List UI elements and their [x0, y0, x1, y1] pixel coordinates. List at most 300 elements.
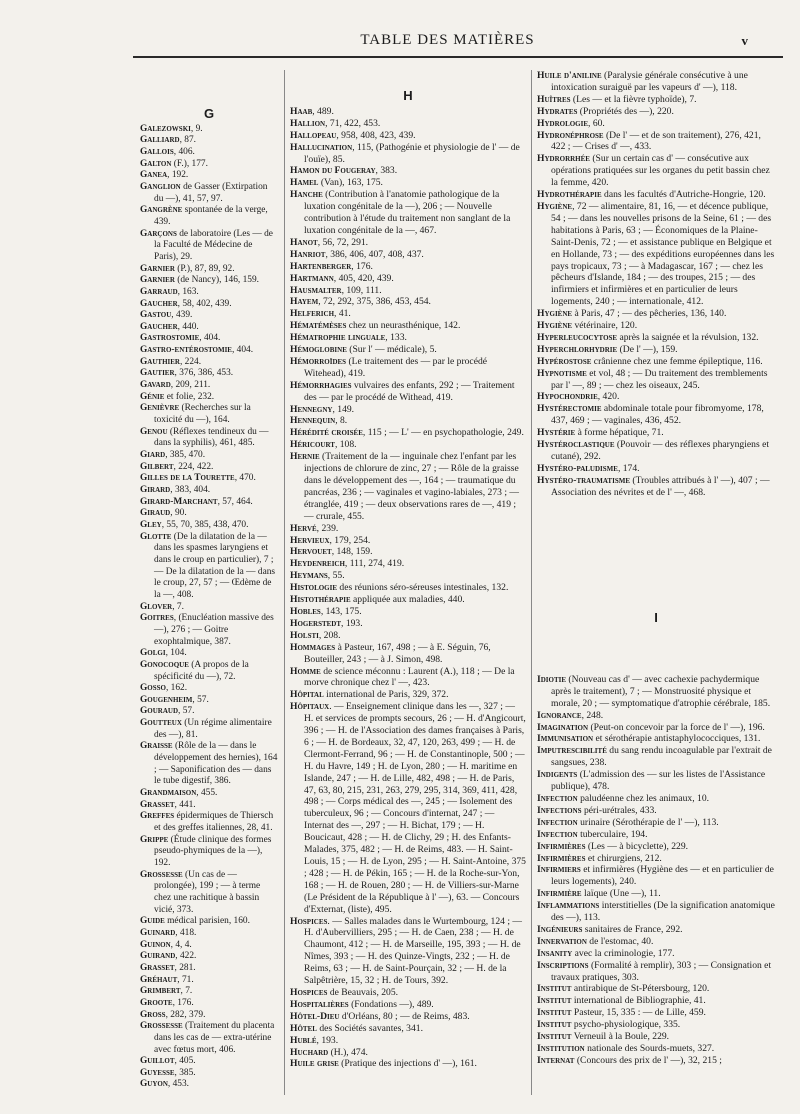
entry-heading: Garçons	[140, 228, 177, 239]
index-entry	[290, 642, 526, 666]
entry-heading: Guyesse	[140, 1067, 175, 1078]
entry-heading: Gaucher	[140, 321, 178, 332]
index-entry	[537, 201, 775, 308]
index-entry	[537, 805, 775, 817]
entry-heading: Hyperleucocytose	[537, 331, 618, 343]
index-entry	[290, 261, 526, 273]
index-entry	[290, 451, 526, 522]
entry-references: , 404.	[199, 333, 221, 344]
index-entry	[290, 630, 526, 642]
entry-heading: Hanot	[290, 236, 318, 248]
entry-heading: Gangrène	[140, 205, 183, 216]
entry-references: , 440.	[177, 321, 199, 332]
entry-references: de Gasser (Extirpation du —), 41, 57, 97.	[154, 181, 268, 204]
index-entry	[537, 817, 775, 829]
entry-references: , 405.	[174, 1056, 196, 1067]
index-entry	[140, 345, 278, 357]
entry-references: , 192.	[167, 170, 189, 181]
index-entry	[537, 995, 775, 1007]
entry-references: , 406.	[173, 146, 195, 157]
entry-heading: Hallion	[290, 117, 326, 129]
entry-heading: Immunisation	[537, 733, 594, 745]
entry-heading: Heydenreich	[290, 558, 345, 570]
entry-heading: Huile d'aniline	[537, 70, 602, 81]
entry-heading: Gastou	[140, 310, 172, 321]
entry-references: , 958, 408, 423, 439.	[336, 129, 416, 141]
entry-heading: Hamon du Fougeray	[290, 165, 376, 177]
entry-heading: Garraud	[140, 286, 178, 297]
entry-references: (Recherches sur la toxicité du —), 164.	[154, 403, 251, 426]
entry-heading: Hervieux	[290, 534, 330, 546]
entry-heading: Hamel	[290, 177, 319, 189]
index-entry	[537, 793, 775, 805]
index-entry	[290, 606, 526, 618]
index-entry	[140, 532, 278, 602]
index-entry	[140, 1068, 278, 1080]
entry-heading: Insanity	[537, 947, 573, 959]
entry-heading: Gonocoque	[140, 659, 189, 670]
entry-references: interstitielles (De la signification anatomique des —), 113.	[551, 900, 775, 924]
entry-references: dans les facultés d'Autriche-Hongrie, 120.	[601, 189, 766, 201]
index-entry	[290, 546, 526, 558]
entry-heading: Gosso	[140, 683, 166, 694]
index-entry	[290, 1011, 526, 1023]
entry-heading: Grasset	[140, 962, 175, 973]
entry-references: , 422.	[175, 951, 197, 962]
entry-heading: Hydrologie	[537, 117, 589, 129]
index-entry	[290, 535, 526, 547]
entry-heading: Huchard	[290, 1046, 329, 1058]
entry-references: , 55.	[327, 570, 345, 582]
entry-references: , 383.	[375, 165, 398, 177]
index-entry	[140, 427, 278, 450]
entry-references: , 71, 422, 453.	[325, 117, 381, 129]
entry-heading: Innervation	[537, 935, 587, 947]
index-entry	[537, 356, 775, 368]
entry-heading: Hôtel	[290, 1022, 317, 1034]
entry-heading: Ingénieurs	[537, 923, 583, 935]
index-entry	[140, 695, 278, 707]
entry-references: , 7.	[172, 601, 184, 612]
entry-references: (Le traitement des — par le procédé Witehead), 419.	[304, 355, 488, 379]
entry-heading: Hydronéphrose	[537, 129, 604, 141]
entry-heading: Huile grise	[290, 1058, 339, 1070]
index-entry	[290, 570, 526, 582]
entry-heading: Hémorrhagies	[290, 379, 352, 391]
entry-heading: Hémoglobine	[290, 344, 347, 356]
section-letter: H	[403, 88, 413, 103]
index-entry	[140, 613, 278, 648]
index-entry	[140, 998, 278, 1010]
entry-heading: Hommages	[290, 641, 336, 653]
entry-references: des Sociétés savantes, 341.	[316, 1022, 423, 1034]
entry-references: , 72, 292, 375, 386, 453, 454.	[318, 296, 431, 308]
entry-references: des réunions séro-séreuses intestinales, 132.	[337, 582, 509, 594]
entry-heading: Hennequin	[290, 415, 336, 427]
index-entry	[290, 666, 526, 690]
index-entry	[140, 975, 278, 987]
index-entry	[537, 118, 775, 130]
page-title: TABLE DES MATIÈRES	[360, 32, 535, 48]
index-entry	[537, 320, 775, 332]
entry-references: , 71.	[177, 974, 194, 985]
index-entry	[537, 332, 775, 344]
index-entry	[140, 170, 278, 182]
entry-references: (L'admission des — sur les listes de l'Assistance publique), 478.	[551, 769, 766, 793]
entry-references: , 8.	[335, 415, 348, 427]
entry-heading: Hogerstedt	[290, 617, 342, 629]
entry-references: , 489.	[312, 105, 334, 117]
entry-references: (de Nancy), 146, 159.	[174, 275, 259, 286]
entry-references: de Beauvais, 205.	[327, 986, 399, 998]
entry-references: , 87.	[179, 135, 196, 146]
entry-references: , 404.	[231, 345, 254, 356]
entry-references: (Un régime alimentaire des —), 81.	[154, 718, 272, 740]
entry-references: (Nouveau cas d' — avec cachexie pachydermique après le traitement), 7 ; — Monstruosité physique et morale, 20 ; — symptomatique d'atrophie cérébrale, 185.	[551, 673, 771, 709]
index-entry	[537, 1007, 775, 1019]
index-entry	[140, 485, 278, 497]
entry-list	[290, 106, 526, 1070]
entry-references: Pasteur, 15, 335 : — de Lille, 459.	[571, 1007, 706, 1019]
entry-heading: Gilbert	[140, 461, 174, 472]
index-entry	[537, 841, 775, 853]
index-entry	[537, 427, 775, 439]
index-entry	[140, 800, 278, 812]
entry-references: , 174.	[617, 462, 640, 474]
entry-references: (F.), 177.	[171, 158, 208, 169]
index-entry	[537, 948, 775, 960]
index-entry	[290, 558, 526, 570]
entry-heading: Institut	[537, 1007, 572, 1019]
index-entry	[537, 106, 775, 118]
entry-references: , 224.	[179, 356, 202, 367]
header-rule	[133, 56, 783, 58]
entry-references: . — Enseignement clinique dans les —, 327 ; — H. et services de prompts secours, 26 ; — H. d'Angicourt, 396 ; — H. de l'Association des dames françaises à Paris, 6 ; — H. de Bordeaux, 32, 47, 120, 263, 499 ; — H. de Clermont-Ferrand, 96 ; — H. de Constantinople, 500 ; — H. du Havre, 149 ; H. de Lyon, 280 ; — H. maritime en Islande, 247 ; — H. de Lille, 482, 498 ; — H. de Paris, 47, 63, 80, 215, 231, 263, 279, 295, 314, 369, 411, 428, 498 ; — Corps médical des —, 245 ; — Isolement des tuberculeux, 96 ; — Concours d'internat, 247 ; — Internat des —, 297 ; — H. Bichat, 179 ; — H. Boucicaut, 428 ; — H. de Clichy, 29 ; H. des Enfants-Malades, 375, 482 ; — H. de Reims, 483. — H. Saint-Louis, 15 ; — H. de Lyon, 295 ; — H. Saint-Antoine, 375 ; 428 ; — H. de Pékin, 165 ; — H. de la Roche-sur-Yon, 168 ; — H. de Rouen, 280 ; — H. de Villiers-sur-Marne (Le Président de la République à l' —), 63. — Concours d'Externat, (liste), 495.	[304, 701, 526, 915]
entry-references: , 193.	[316, 1034, 339, 1046]
entry-heading: Gavard	[140, 380, 171, 391]
entry-references: à forme hépatique, 71.	[575, 427, 664, 439]
entry-references: , 239.	[316, 522, 339, 534]
entry-references: international de Paris, 329, 372.	[323, 689, 449, 701]
index-entry	[290, 320, 526, 332]
index-entry	[537, 475, 775, 499]
entry-references: , 179, 254.	[329, 534, 371, 546]
entry-heading: Hyperchlorhydrie	[537, 343, 618, 355]
entry-heading: Girard-Marchant	[140, 496, 218, 507]
entry-references: , 162.	[165, 683, 188, 694]
entry-references: d'Orléans, 80 ; — de Reims, 483.	[339, 1010, 470, 1022]
entry-heading: Hôpital	[290, 689, 324, 701]
entry-references: , 441.	[174, 799, 196, 810]
index-entry	[290, 1035, 526, 1047]
entry-references: laïque (Une —), 11.	[581, 888, 661, 900]
entry-heading: Hublé	[290, 1034, 317, 1046]
index-entry	[140, 392, 278, 404]
entry-heading: Hématémèses	[290, 320, 347, 332]
entry-heading: Heymans	[290, 570, 328, 582]
page-number: v	[741, 33, 748, 48]
index-entry	[140, 835, 278, 870]
index-entry	[290, 344, 526, 356]
entry-references: antirabique de St-Pétersbourg, 120.	[571, 983, 710, 995]
index-entry	[140, 660, 278, 683]
index-entry	[140, 1079, 278, 1091]
entry-references: urinaire (Sérothérapie de l' —), 113.	[577, 816, 719, 828]
entry-references: , 176.	[172, 997, 194, 1008]
entry-references: , 60.	[588, 117, 605, 129]
index-entry	[537, 924, 775, 936]
entry-references: , 383, 404.	[170, 485, 211, 495]
entry-references: , 57, 464.	[217, 496, 253, 507]
entry-references: , 7.	[180, 986, 193, 997]
entry-heading: Holsti	[290, 629, 319, 641]
entry-references: , 208.	[318, 629, 341, 641]
entry-heading: Institut	[537, 983, 572, 995]
entry-heading: Hématrophie linguale	[290, 332, 386, 344]
entry-heading: Hennegny	[290, 403, 333, 415]
index-entry	[537, 733, 775, 745]
index-entry	[140, 788, 278, 800]
entry-heading: Graisse	[140, 741, 173, 752]
entry-references: , 224, 422.	[173, 461, 214, 472]
index-entry	[537, 900, 775, 924]
index-entry	[290, 582, 526, 594]
entry-references: , 104.	[165, 648, 187, 659]
entry-heading: Gougenheim	[140, 694, 193, 705]
index-entry	[290, 618, 526, 630]
entry-references: sanitaires de France, 292.	[582, 923, 683, 935]
entry-references: chez un neurasthénique, 142.	[346, 320, 461, 332]
entry-heading: Infirmiers	[537, 864, 581, 876]
entry-heading: Hystéro-paludisme	[537, 462, 618, 474]
entry-heading: Hospitalières	[290, 998, 349, 1010]
column-divider	[531, 70, 532, 1095]
index-entry	[290, 296, 526, 308]
entry-references: paludéenne chez les animaux, 10.	[577, 792, 710, 804]
entry-references: , 420.	[597, 391, 620, 403]
index-entry	[537, 1031, 775, 1043]
index-entry	[140, 648, 278, 660]
entry-heading: Golgi	[140, 648, 166, 659]
entry-references: , 385.	[174, 1067, 196, 1078]
entry-heading: Hausmalter	[290, 284, 342, 296]
entry-references: (De la dilatation de la — dans les spasmes laryngiens et dans le croup en particulier), 7 ; — De la dilatation de la — dans le croup, 27, 57 ; — Œdème de la —, 408.	[154, 531, 276, 600]
entry-heading: Goitres	[140, 613, 174, 624]
entry-references: du sang rendu incoagulable par l'extrait de sangsues, 238.	[551, 745, 772, 769]
entry-heading: Hospices	[290, 915, 328, 927]
entry-heading: Giard	[140, 450, 166, 461]
entry-references: (Paralysie générale consécutive à une intoxication suraiguë par les vapeurs d' —), 118.	[551, 70, 748, 93]
index-entry	[290, 130, 526, 142]
entry-references: (De l' — et de son traitement), 276, 421, 422 ; — Crises d' —, 433.	[551, 129, 761, 153]
entry-heading: Imputrescibilité	[537, 745, 607, 757]
index-entry	[537, 710, 775, 722]
entry-references: , 281.	[174, 962, 196, 973]
entry-heading: Grimbert	[140, 986, 181, 997]
entry-heading: Helferich	[290, 308, 335, 320]
entry-heading: Hallopeau	[290, 129, 337, 141]
entry-references: , 385, 470.	[165, 450, 206, 461]
index-entry	[140, 333, 278, 345]
entry-references: (Peut-on concevoir par la force de l' —), 196.	[588, 721, 765, 733]
entry-heading: Infection	[537, 816, 578, 828]
index-entry	[140, 368, 278, 380]
entry-references: vulvaires des enfants, 292 ; — Traitement des — par le procédé de Withead, 419.	[304, 379, 515, 403]
entry-heading: Infirmière	[537, 888, 582, 900]
entry-heading: Hôtel-Dieu	[290, 1010, 340, 1022]
index-entry	[537, 403, 775, 427]
entry-references: , 56, 72, 291.	[317, 236, 369, 248]
index-entry	[537, 130, 775, 154]
index-entry	[140, 1056, 278, 1068]
index-entry	[537, 308, 775, 320]
entry-references: , 418.	[175, 927, 197, 938]
entry-references: , 109, 111.	[341, 284, 382, 296]
entry-references: , 209, 211.	[170, 380, 211, 391]
entry-references: , 57.	[192, 694, 209, 705]
index-entry	[537, 1043, 775, 1055]
index-entry	[140, 951, 278, 963]
index-entry	[290, 332, 526, 344]
index-entry	[140, 205, 278, 228]
index-entry	[537, 1055, 775, 1067]
entry-heading: Inflammations	[537, 900, 600, 912]
entry-heading: Gallois	[140, 146, 174, 157]
entry-heading: Hygiène	[537, 308, 573, 320]
entry-heading: Gouraud	[140, 706, 179, 717]
index-entry	[140, 264, 278, 276]
index-entry	[537, 94, 775, 106]
index-entry	[290, 285, 526, 297]
entry-heading: Goutteux	[140, 718, 182, 729]
column-divider	[284, 70, 285, 1095]
entry-references: (Sur un certain cas d' — consécutive aux opérations pratiquées sur les organes du petit bassin chez la femme, 420.	[551, 153, 770, 189]
entry-references: psycho-physiologique, 335.	[571, 1019, 681, 1031]
entry-references: (Contribution à l'anatomie pathologique de la luxation congénitale de la —), 206 ; — Nouvelle contribution à l'étude du traitement non sanglant de la luxation congénitale de la —, 467.	[304, 189, 511, 236]
entry-heading: Hydrorrhée	[537, 153, 590, 165]
entry-references: (H.), 474.	[328, 1046, 368, 1058]
entry-references: et sérothérapie antistaphylococciques, 131.	[593, 733, 761, 745]
index-entry	[140, 147, 278, 159]
index-entry	[290, 916, 526, 987]
index-entry	[537, 368, 775, 392]
index-entry	[290, 415, 526, 427]
entry-heading: Gautier	[140, 368, 175, 379]
index-entry	[140, 602, 278, 614]
index-entry	[290, 308, 526, 320]
index-entry	[290, 177, 526, 189]
entry-heading: Hayem	[290, 296, 319, 308]
entry-heading: Hanche	[290, 189, 323, 201]
entry-references: nationale des Sourds-muets, 327.	[584, 1043, 715, 1054]
entry-heading: Hernie	[290, 451, 320, 463]
index-entry	[537, 189, 775, 201]
entry-references: épidermiques de Thiersch et des greffes italiennes, 28, 41.	[154, 811, 274, 834]
entry-heading: Huîtres	[537, 93, 571, 105]
entry-heading: Girard	[140, 485, 171, 495]
index-entry	[537, 439, 775, 463]
entry-references: de laboratoire (Les — de la Faculté de Médecine de Paris), 29.	[154, 228, 273, 262]
entry-references: (De l' —), 159.	[617, 343, 678, 355]
index-entry	[290, 273, 526, 285]
entry-references: de l'estomac, 40.	[586, 935, 654, 947]
entry-heading: Hygiène	[537, 320, 573, 332]
index-entry	[140, 357, 278, 369]
entry-references: abdominale totale pour fibromyome, 178, 437, 469 ; — vaginales, 436, 452.	[551, 403, 764, 427]
entry-heading: Hérédité croisée	[290, 427, 363, 439]
index-entry	[140, 229, 278, 264]
entry-heading: Galliard	[140, 135, 180, 146]
entry-heading: Hydrothérapie	[537, 189, 602, 201]
index-entry	[140, 380, 278, 392]
entry-references: , 41.	[334, 308, 351, 320]
index-entry	[290, 1023, 526, 1035]
index-column-h-continued	[537, 70, 775, 499]
entry-references: tuberculaire, 194.	[577, 828, 648, 840]
entry-references: , 405, 420, 439.	[333, 272, 394, 284]
entry-references: (Étude clinique des formes pseudo-phymiques de la —), 192.	[154, 834, 272, 868]
entry-references: , 176.	[351, 260, 373, 272]
entry-references: crânienne chez une femme épileptique, 116.	[591, 355, 763, 367]
entry-references: péri-urétrales, 433.	[581, 804, 657, 816]
index-column-i	[537, 612, 775, 1067]
entry-heading: Infirmières	[537, 852, 586, 864]
index-entry	[290, 1047, 526, 1059]
entry-references: (Traitement du placenta dans les cas de — extra-utérine avec fœtus mort, 406.	[154, 1021, 275, 1055]
entry-references: à Paris, 47 ; — des pêcheries, 136, 140.	[572, 308, 727, 320]
entry-heading: Infection	[537, 792, 578, 804]
entry-references: , 193.	[341, 617, 363, 629]
index-column-g	[140, 108, 278, 1091]
entry-references: vétérinaire, 120.	[572, 320, 638, 332]
entry-heading: Internat	[537, 1054, 575, 1066]
entry-references: médical parisien, 160.	[164, 916, 250, 927]
entry-heading: Gastrostomie	[140, 333, 200, 344]
entry-references: (Rôle de la — dans le développement des hernies), 164 ; — Saponification des — dans le tube digestif, 386.	[154, 741, 278, 787]
entry-heading: Hôpitaux	[290, 701, 330, 713]
entry-heading: Hospices	[290, 986, 328, 998]
entry-references: (Sur l' — médicale), 5.	[346, 344, 437, 356]
index-entry	[140, 706, 278, 718]
entry-heading: Hallucination	[290, 141, 353, 153]
index-entry	[537, 983, 775, 995]
entry-references: , 57.	[178, 706, 195, 717]
entry-references: , 72 — alimentaire, 81, 16, — et décence publique, 54 ; — dans les nouvelles prisons de la Seine, 61 ; — des habitations à Paris, 63 ; — Économiques de la Plaine-Saint-Denis, 72 ; — et assistance publique en Belgique et en Hollande, 73 ; — des expéditions européennes dans les pays tropicaux, 73 ; — à Madagascar, 167 ; — chez les pêcheurs d'Islande, 184 ; — des troupes, 215 ; — des infirmiers et infirmières et en particulier de leurs logements, 240 ; — internationale, 412.	[551, 200, 775, 308]
entry-heading: Ignorance	[537, 709, 582, 721]
entry-references: , 149.	[332, 403, 355, 415]
entry-references: , 148, 159.	[331, 546, 373, 558]
entry-references: , 143, 175.	[320, 605, 362, 617]
index-entry	[290, 404, 526, 416]
entry-heading: Gauthier	[140, 356, 180, 367]
index-entry	[140, 811, 278, 834]
entry-references: (Pouvoir — des réflexes pharyngiens et cutané), 292.	[551, 439, 770, 462]
index-entry	[290, 987, 526, 999]
index-entry	[537, 344, 775, 356]
entry-references: avec la criminologie, 177.	[572, 947, 675, 959]
index-column-h	[290, 90, 526, 1070]
index-entry	[140, 299, 278, 311]
index-entry	[537, 960, 775, 984]
index-entry	[290, 523, 526, 535]
index-entry	[140, 928, 278, 940]
entry-heading: Giraud	[140, 508, 171, 519]
entry-references: à Pasteur, 167, 498 ; — à E. Séguin, 76, Bouteiller, 243 ; — à J. Simon, 498.	[304, 641, 491, 665]
entry-references: et infirmières (Hygiène des — et en particulier de leurs logements), 240.	[551, 864, 774, 888]
index-entry	[140, 963, 278, 975]
entry-references: , (Enucléation massive des —), 276 ; — Goitre exophtalmique, 387.	[154, 613, 274, 647]
entry-heading: Groote	[140, 997, 173, 1008]
